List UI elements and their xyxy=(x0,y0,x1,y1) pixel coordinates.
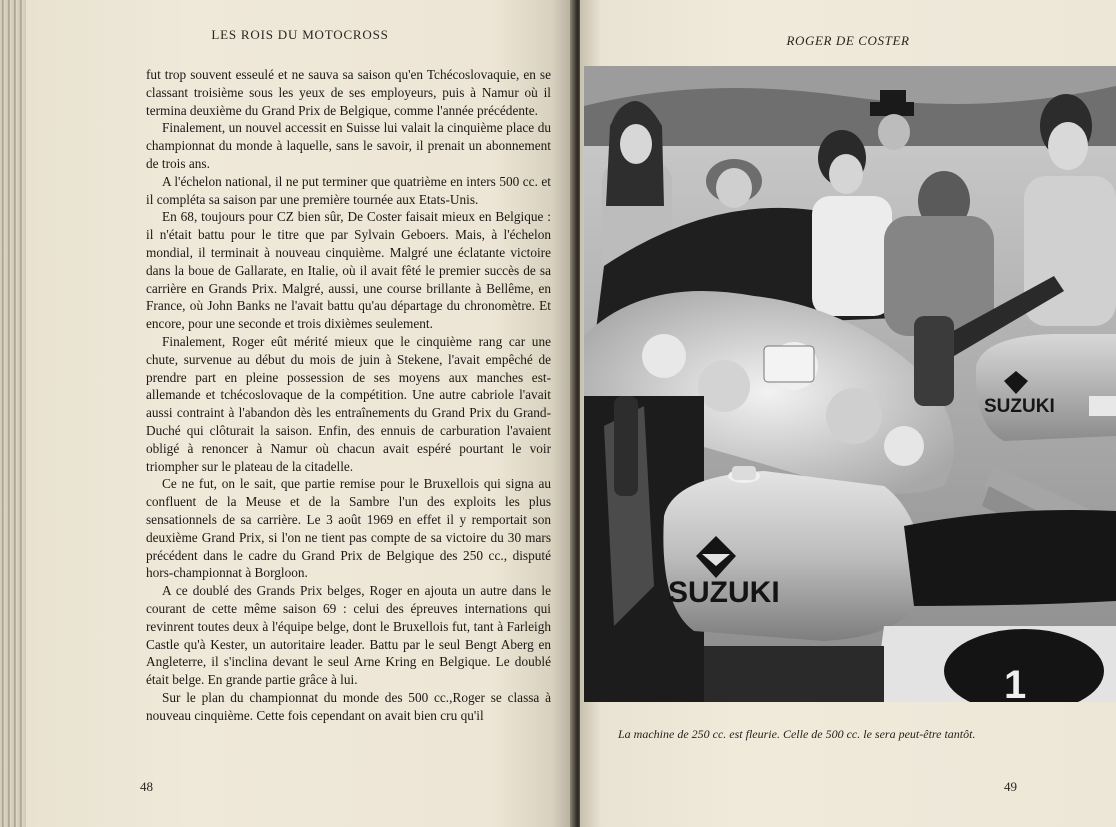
running-head-right: ROGER DE COSTER xyxy=(786,33,910,48)
motorcycle-photo xyxy=(584,66,1116,702)
page-number-right: 49 xyxy=(1004,779,1017,794)
back-tank-brand: SUZUKI xyxy=(984,396,1055,417)
left-page xyxy=(26,0,574,827)
paragraph: Ce ne fut, on le sait, que partie remise pour le Bruxellois qui signa au confluent de la Meuse et de la Sambre l'un des exploits les plus sensationnels de sa carrière. Le 3 août 1969 en effet il y remportait son deuxième Grand Prix, si l'on ne tient pas compte de sa victoire du 30 mars précédent dans le cadre du Grand Prix de Belgique des 250 cc., disputé hors-championnat à Borgloon. xyxy=(146,476,551,581)
paragraph: Sur le plan du championnat du monde des 500 cc.,Roger se classa à nouveau cinquième. Cette fois cependant on avait bien cru qu'il xyxy=(146,689,551,723)
paragraph: fut trop souvent esseulé et ne sauva sa saison qu'en Tchécoslovaquie, en se classant troisième sous les yeux de ses employeurs, puis à Namur où il termina deuxième du Grand Prix de Belgique, comme l'année précédente. xyxy=(146,67,551,118)
page-number-left: 48 xyxy=(140,779,153,794)
photo-caption: La machine de 250 cc. est fleurie. Celle de 500 cc. le sera peut-être tantôt. xyxy=(618,727,976,741)
right-page xyxy=(580,0,1116,827)
paragraph: A l'échelon national, il ne put terminer que quatrième en inters 500 cc. et il compléta sa saison par une première tournée aux Etats-Unis. xyxy=(146,173,551,207)
paragraph: A ce doublé des Grands Prix belges, Roger en ajouta un autre dans le courant de cette même saison 69 : celui des épreuves internations qui revinrent toutes deux à l'équipe belge, dont le Bruxellois fut, tant à Farleigh Castle qu'à Kester, un autoritaire leader. Battu par le seul Bengt Aberg en Angleterre, il s'inclina devant le seul Arne Kring en Belgique. Le doublé était belge. En grande partie grâce à lui. xyxy=(146,583,551,688)
paragraph: Finalement, Roger eût mérité mieux que le cinquième rang car une chute, survenue au début du mois de juin à Stekene, l'avait empêché de prendre part en pleine possession de ses moyens aux manches est-allemande et tchécoslovaque de la compétition. Une autre cabriole l'avait aussi contraint à l'abandon dès les entraînements du Grand Prix du Grand-Duché qui clôturait la saison. Enfin, des ennuis de carburation l'avaient obligé à renoncer à Namur où chacun avait espéré pourtant le voir triompher sur le plateau de la citadelle. xyxy=(146,333,551,474)
body-text xyxy=(146,66,551,724)
paragraph: En 68, toujours pour CZ bien sûr, De Coster faisait mieux en Belgique : il n'était battu pour le titre que par Sylvain Geboers. Mais, à l'échelon mondial, il terminait à nouveau cinquième. Malgré une éclatante victoire dans la boue de Gallarate, en Italie, où il avait fêté le premier succès de sa carrière en Grands Prix. Malgré, aussi, une course brillante à Bellême, en France, où John Banks ne l'avait battu qu'au départage du chronomètre. Et encore, pour une seconde et trois dixièmes seulement. xyxy=(146,209,551,332)
front-tank-brand: SUZUKI xyxy=(668,576,780,609)
running-head-left: LES ROIS DU MOTOCROSS xyxy=(211,27,389,42)
number-plate: 1 xyxy=(1004,663,1027,702)
paragraph: Finalement, un nouvel accessit en Suisse lui valait la cinquième place du championnat du monde à laquelle, sans le savoir, il prenait un abonnement de trois ans. xyxy=(146,120,551,171)
